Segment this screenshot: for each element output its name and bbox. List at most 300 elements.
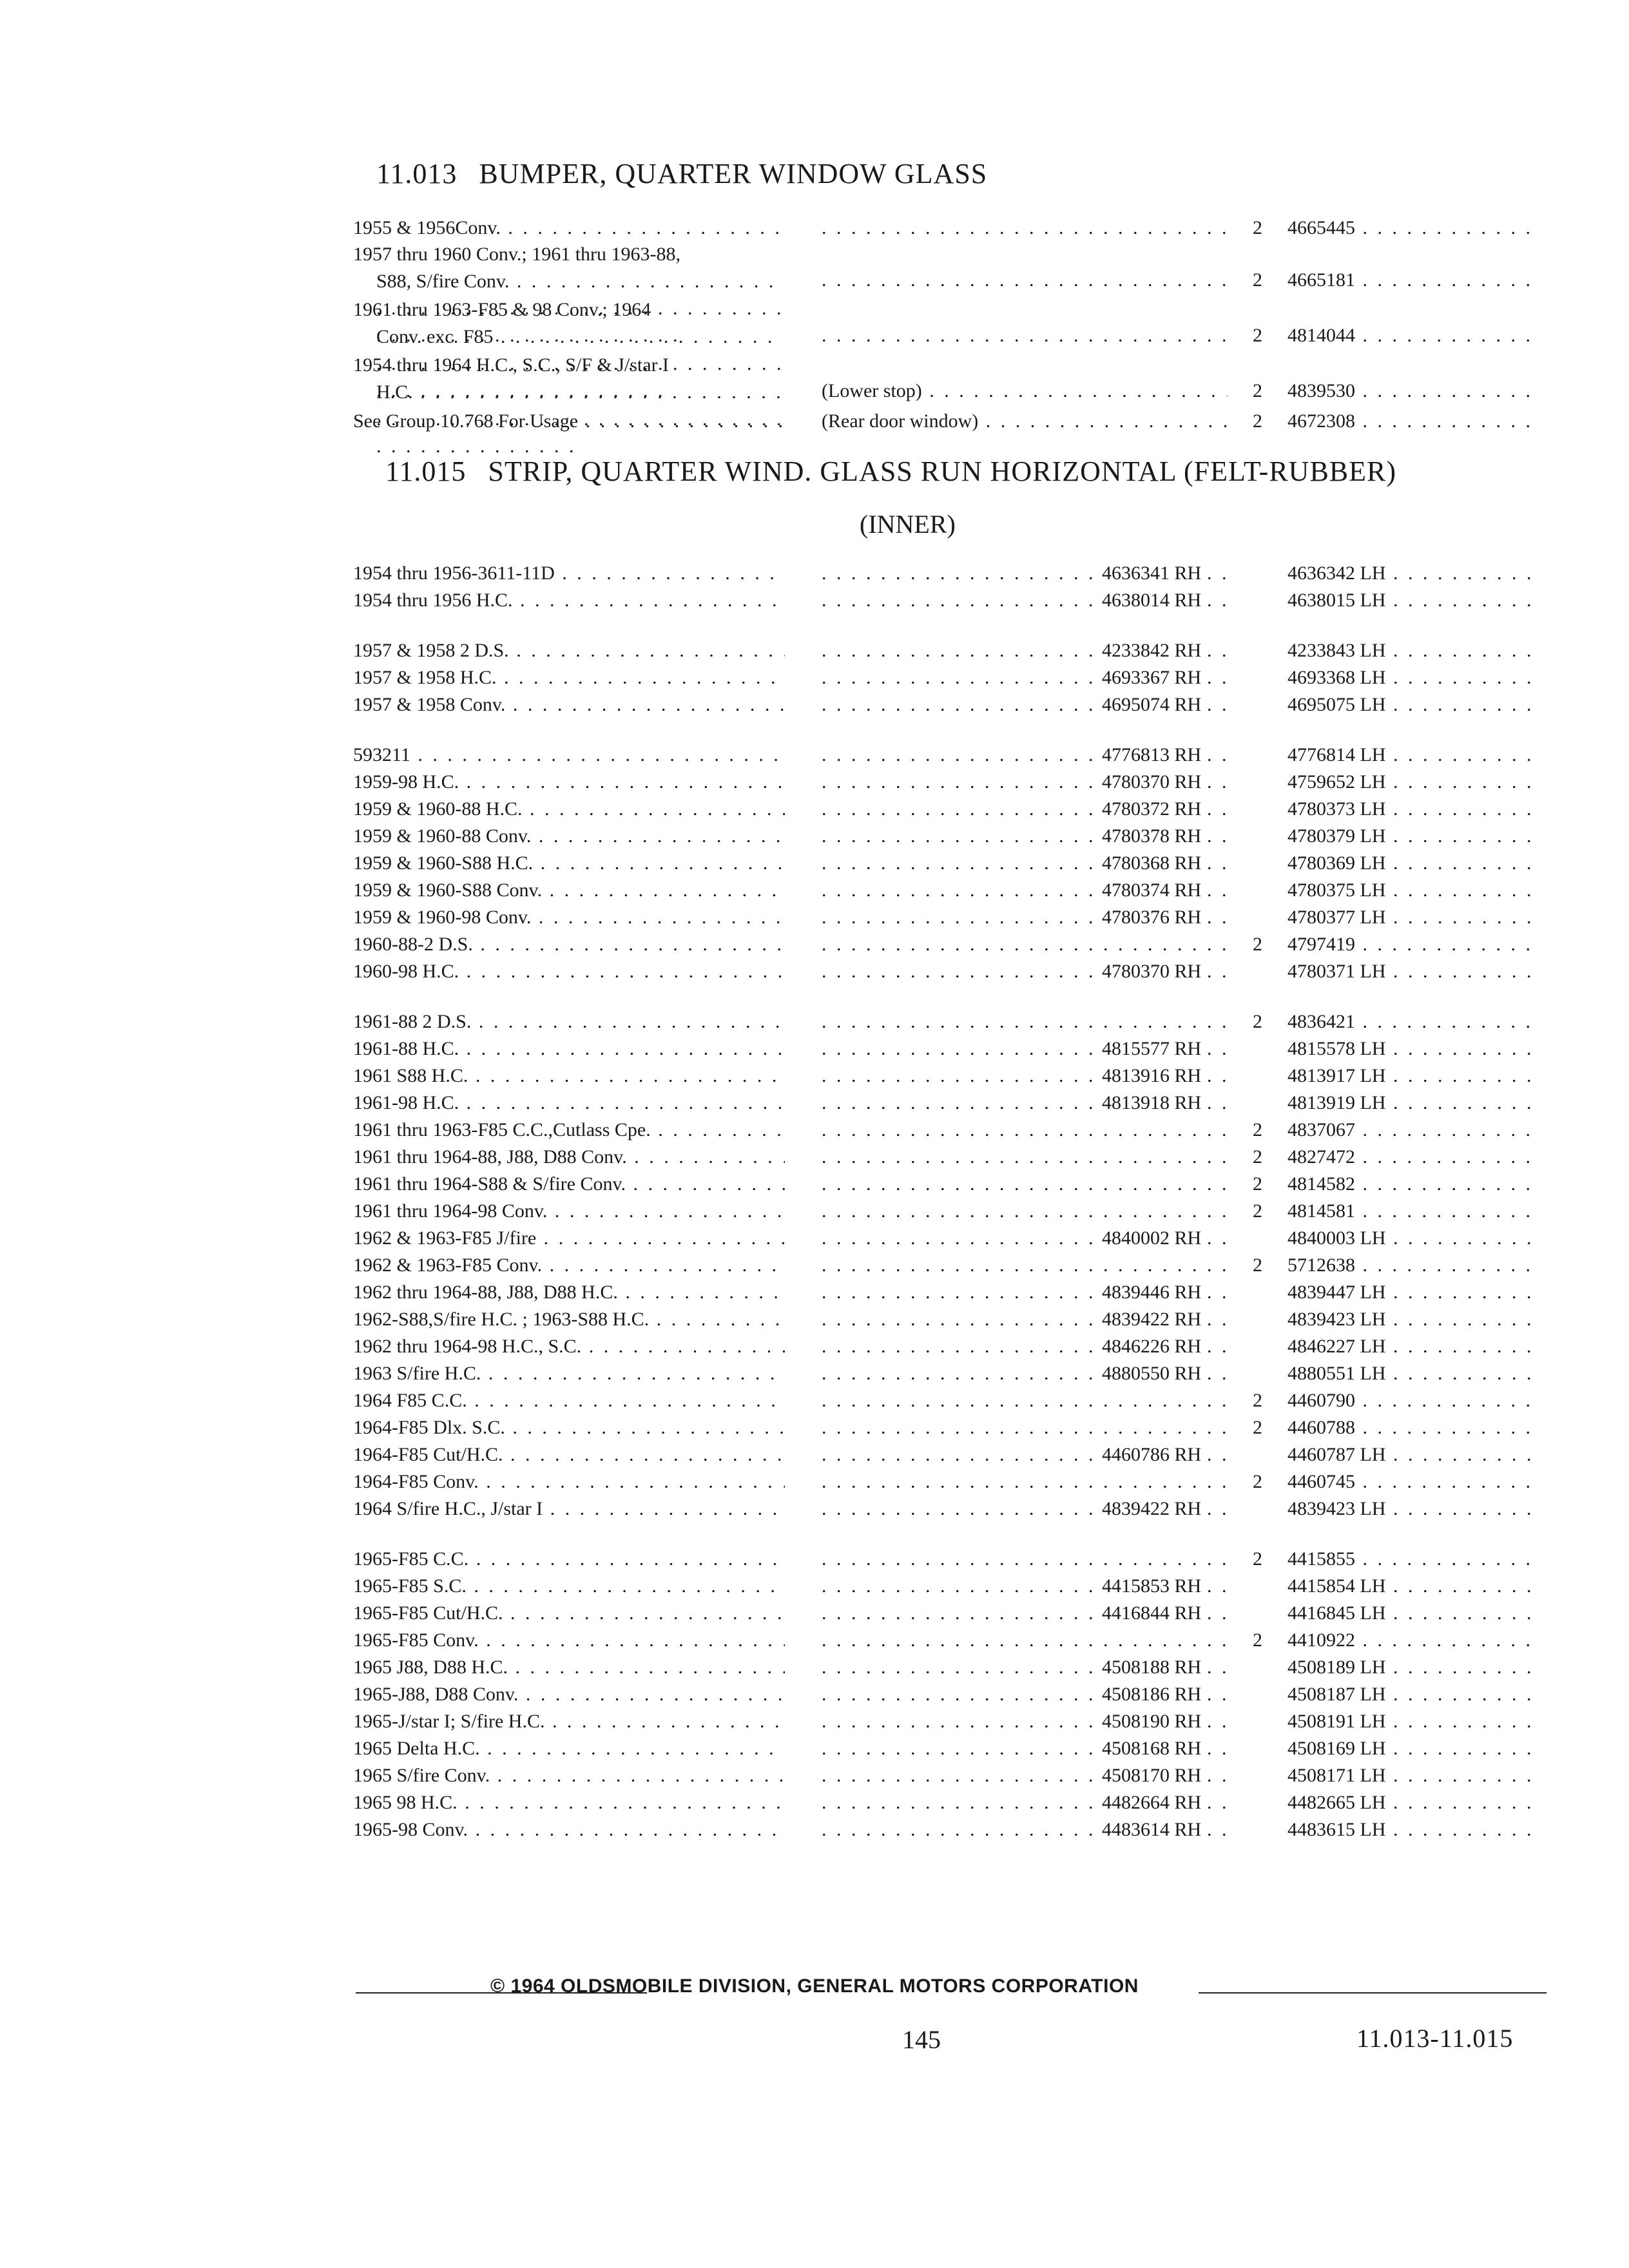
list-item [0,1089,1629,1117]
part-number: 4814044 . . . [1287,325,1539,346]
part-number: 4815578 LH . . . [1287,1038,1539,1059]
list-item [0,352,1629,407]
application-text: 1964 F85 C.C. . . . [353,1390,785,1411]
part-number: 4638015 LH . . . [1287,590,1539,611]
application-cell [353,1495,785,1523]
part-number: 4759652 LH . . . [1287,771,1539,793]
rh-part-number: 4780378 RH [1102,825,1205,847]
quantity: 2 [1253,1011,1262,1032]
application-cell [353,1224,785,1253]
rh-part-number: 4416844 RH [1102,1602,1205,1624]
list-item [0,822,1629,850]
list-item [0,1735,1629,1763]
lh-cell [1287,407,1539,436]
list-item [0,1197,1629,1225]
lh-cell [1287,1545,1539,1573]
section-title-11-013 [376,157,987,190]
rh-part-number: 4813918 RH [1102,1092,1205,1113]
rh-cell [1102,1816,1244,1844]
rh-cell [1102,768,1244,796]
lh-cell [1287,1197,1539,1225]
note-cell [822,1626,1228,1655]
note-cell [822,378,1228,405]
part-number: 4827472 . . . [1287,1146,1539,1168]
part-number: 4508189 LH . . . [1287,1657,1539,1678]
application-cell [353,1089,785,1117]
application-cell [353,1414,785,1442]
note-text [822,1471,1228,1492]
note-cell [822,267,1228,294]
lh-cell [1287,1762,1539,1790]
lh-cell [1287,1089,1539,1117]
part-number: 4483615 LH . . . [1287,1819,1539,1840]
part-number: 4415854 LH . . . [1287,1575,1539,1597]
lh-cell [1287,903,1539,932]
rh-cell [1102,1707,1244,1736]
rh-part-number: 4636341 RH [1102,562,1205,584]
application-text: 1964-F85 Cut/H.C. . . . [353,1444,785,1465]
application-text: 1959 & 1960-88 H.C. . . . [353,798,785,820]
note-cell [822,1251,1228,1280]
application-cell [353,1035,785,1063]
application-text: 1961 thru 1964-98 Conv. . . . [353,1200,785,1222]
quantity: 2 [1253,1471,1262,1492]
note-text: (Rear door window) . . . [822,410,1228,432]
application-cell [353,586,785,615]
application-cell [353,1170,785,1198]
lh-cell [1287,1035,1539,1063]
lh-cell [1287,1789,1539,1817]
application-text: 1954 thru 1956-3611-11D . . . [353,562,785,584]
application-cell [353,903,785,932]
part-number: 4780371 LH . . . [1287,961,1539,982]
section-heading: BUMPER, QUARTER WINDOW GLASS [479,158,988,189]
lh-cell [1287,267,1539,294]
lh-cell [1287,1441,1539,1469]
application-text: 1961-88 H.C. . . . [353,1038,785,1059]
lh-cell [1287,930,1539,959]
application-cell [353,1572,785,1600]
rh-part-number: 4839422 RH [1102,1498,1205,1519]
application-cell [353,930,785,959]
quantity: 2 [1253,1200,1262,1222]
rh-part-number: 4780368 RH [1102,852,1205,874]
note-cell [822,1170,1228,1198]
application-text: 1963 S/fire H.C. . . . [353,1363,785,1384]
list-item [0,664,1629,692]
rh-cell [1102,876,1244,905]
part-number: 4780379 LH . . . [1287,825,1539,847]
rh-part-number: 4780370 RH [1102,961,1205,982]
part-number: 4665445 . . . [1287,217,1539,238]
application-text: 1955 & 1956Conv. . . . [353,217,785,238]
rh-part-number: 4508190 RH [1102,1711,1205,1732]
application-cell [353,1305,785,1334]
note-text [822,1200,1228,1222]
application-text: 1962 thru 1964-98 H.C., S.C. . . . [353,1336,785,1357]
application-text: 1965-F85 Cut/H.C. . . . [353,1602,785,1624]
list-item [0,795,1629,823]
application-text: 1961-88 2 D.S. . . . [353,1011,785,1032]
lh-cell [1287,1735,1539,1763]
note-text: (Lower stop) . . . [822,380,1228,401]
list-item [0,957,1629,986]
quantity: 2 [1253,1629,1262,1651]
application-text: 1957 & 1958 Conv. . . . [353,694,785,715]
part-number: 4839423 LH . . . [1287,1498,1539,1519]
lh-cell [1287,1653,1539,1682]
part-number: 5712638 . . . [1287,1254,1539,1276]
part-number: 4880551 LH . . . [1287,1363,1539,1384]
rh-part-number: 4880550 RH [1102,1363,1205,1384]
rh-cell [1102,559,1244,588]
application-cell [353,1599,785,1628]
rh-cell [1102,903,1244,932]
application-cell [353,1332,785,1361]
lh-cell [1287,586,1539,615]
application-cell [353,849,785,878]
note-cell [822,1468,1228,1496]
rh-cell [1102,957,1244,986]
list-item [0,1116,1629,1144]
rh-part-number: 4460786 RH [1102,1444,1205,1465]
quantity: 2 [1253,1390,1262,1411]
part-number: 4508171 LH . . . [1287,1765,1539,1786]
lh-cell [1287,957,1539,986]
application-text: See Group 10.768 For Usage . . . [353,410,785,432]
rh-part-number: 4780370 RH [1102,771,1205,793]
application-text: 1965-F85 Conv. . . . [353,1629,785,1651]
lh-cell [1287,849,1539,878]
lh-cell [1287,1360,1539,1388]
note-text [822,1254,1228,1276]
quantity: 2 [1253,269,1262,291]
lh-cell [1287,1224,1539,1253]
application-cell [353,1735,785,1763]
application-text: 1965-J88, D88 Conv. . . . [353,1684,785,1705]
quantity: 2 [1253,380,1262,401]
lh-cell [1287,691,1539,719]
lh-cell [1287,664,1539,692]
application-text: 1965 98 H.C. . . . [353,1792,785,1813]
application-text-continued: Conv. exc. F85 . . . [353,323,785,405]
lh-cell [1287,1599,1539,1628]
part-number: 4460788 . . . [1287,1417,1539,1438]
list-item [0,1332,1629,1361]
list-item [0,1545,1629,1573]
part-number: 4814581 . . . [1287,1200,1539,1222]
application-text: 593211 . . . [353,744,785,765]
application-text: 1961-98 H.C. . . . [353,1092,785,1113]
lh-cell [1287,1170,1539,1198]
application-text: 1957 & 1958 2 D.S. . . . [353,640,785,661]
part-number: 4780373 LH . . . [1287,798,1539,820]
application-cell [353,795,785,823]
note-cell [822,214,1228,242]
quantity: 2 [1253,1146,1262,1168]
section-number: 11.015 [385,456,467,487]
list-item [0,1170,1629,1198]
quantity: 2 [1253,1173,1262,1195]
application-text: 1960-88-2 D.S. . . . [353,934,785,955]
rh-part-number: 4776813 RH [1102,744,1205,765]
lh-cell [1287,1008,1539,1036]
lh-cell [1287,876,1539,905]
application-text: 1959-98 H.C. . . . [353,771,785,793]
lh-cell [1287,1305,1539,1334]
part-number: 4839447 LH . . . [1287,1282,1539,1303]
lh-cell [1287,741,1539,769]
application-text: 1961 thru 1964-S88 & S/fire Conv. . . . [353,1173,785,1195]
lh-cell [1287,378,1539,405]
part-number: 4776814 LH . . . [1287,744,1539,765]
part-number: 4482665 LH . . . [1287,1792,1539,1813]
part-number: 4837067 . . . [1287,1119,1539,1140]
rh-cell [1102,664,1244,692]
application-cell [353,1278,785,1307]
list-item [0,1143,1629,1171]
part-number: 4814582 . . . [1287,1173,1539,1195]
lh-cell [1287,1116,1539,1144]
application-cell [353,1626,785,1655]
list-item [0,1305,1629,1334]
application-cell [353,741,785,769]
lh-cell [1287,768,1539,796]
rh-part-number: 4815577 RH [1102,1038,1205,1059]
list-item [0,1626,1629,1655]
part-number: 4780377 LH . . . [1287,907,1539,928]
note-cell [822,1414,1228,1442]
application-cell [353,214,785,242]
lh-cell [1287,322,1539,349]
rh-cell [1102,1572,1244,1600]
note-cell [822,1545,1228,1573]
rh-cell [1102,849,1244,878]
rh-part-number: 4508188 RH [1102,1657,1205,1678]
part-number: 4636342 LH . . . [1287,562,1539,584]
lh-cell [1287,795,1539,823]
part-number: 4695075 LH . . . [1287,694,1539,715]
part-number: 4672308 . . . [1287,410,1539,432]
application-text: 1965-98 Conv. . . . [353,1819,785,1840]
application-text: 1965 S/fire Conv. . . . [353,1765,785,1786]
lh-cell [1287,1062,1539,1090]
note-cell [822,930,1228,959]
rh-part-number: 4233842 RH [1102,640,1205,661]
rh-cell [1102,1278,1244,1307]
note-text [822,325,1228,346]
list-item [0,1441,1629,1469]
part-number: 4840003 LH . . . [1287,1227,1539,1249]
list-item [0,876,1629,905]
part-number: 4839530 . . . [1287,380,1539,401]
rh-cell [1102,795,1244,823]
rh-cell [1102,1332,1244,1361]
note-text [822,269,1228,291]
application-text: 1959 & 1960-88 Conv. . . . [353,825,785,847]
application-text: 1957 thru 1960 Conv.; 1961 thru 1963-88, [353,244,681,265]
rh-part-number: 4780374 RH [1102,879,1205,901]
rh-cell [1102,822,1244,850]
rh-part-number: 4840002 RH [1102,1227,1205,1249]
part-number: 4846227 LH . . . [1287,1336,1539,1357]
lh-cell [1287,1387,1539,1415]
part-number: 4233843 LH . . . [1287,640,1539,661]
lh-cell [1287,1572,1539,1600]
application-text: 1959 & 1960-98 Conv. . . . [353,907,785,928]
application-text: 1964-F85 Conv. . . . [353,1471,785,1492]
application-text: 1961 thru 1963-F85 C.C.,Cutlass Cpe. . . . [353,1119,785,1140]
section-number: 11.013 [376,158,458,189]
part-number: 4780369 LH . . . [1287,852,1539,874]
note-text [822,1146,1228,1168]
application-text: 1961 thru 1963-F85 & 98 Conv.; 1964 [353,299,651,320]
application-text: 1964 S/fire H.C., J/star I . . . [353,1498,785,1519]
note-text [822,1119,1228,1140]
rh-cell [1102,1224,1244,1253]
part-number: 4813917 LH . . . [1287,1065,1539,1086]
application-cell [353,957,785,986]
application-cell [353,1707,785,1736]
application-cell [353,1143,785,1171]
application-cell [353,664,785,692]
part-number: 4839423 LH . . . [1287,1309,1539,1330]
rh-cell [1102,1735,1244,1763]
section-subtitle: (INNER) [860,510,956,539]
application-cell [353,407,785,436]
quantity: 2 [1253,1254,1262,1276]
list-item [0,1707,1629,1736]
list-item [0,1468,1629,1496]
application-cell [353,822,785,850]
application-cell [353,1789,785,1817]
application-cell [353,559,785,588]
application-cell [353,876,785,905]
part-number: 4508191 LH . . . [1287,1711,1539,1732]
quantity: 2 [1253,1119,1262,1140]
rh-cell [1102,1599,1244,1628]
lh-cell [1287,637,1539,665]
list-item [0,1789,1629,1817]
quantity: 2 [1253,325,1262,346]
lh-cell [1287,1626,1539,1655]
rh-part-number: 4693367 RH [1102,667,1205,688]
note-text [822,1548,1228,1570]
rh-cell [1102,1653,1244,1682]
application-cell [353,1653,785,1682]
note-cell [822,1197,1228,1225]
part-number: 4415855 . . . [1287,1548,1539,1570]
list-item [0,1414,1629,1442]
rh-cell [1102,1305,1244,1334]
rh-cell [1102,691,1244,719]
part-number: 4508169 LH . . . [1287,1738,1539,1759]
application-text: 1960-98 H.C. . . . [353,961,785,982]
quantity: 2 [1253,410,1262,432]
list-item [0,1224,1629,1253]
rh-part-number: 4813916 RH [1102,1065,1205,1086]
application-text-continued: H.C. . . . [353,379,785,460]
application-text: 1962-S88,S/fire H.C. ; 1963-S88 H.C. . . . [353,1309,785,1330]
application-cell [353,1360,785,1388]
application-text: 1957 & 1958 H.C. . . . [353,667,785,688]
application-cell [353,1762,785,1790]
application-text: 1961 thru 1964-88, J88, D88 Conv. . . . [353,1146,785,1168]
lh-cell [1287,1468,1539,1496]
list-item [0,1599,1629,1628]
rh-part-number: 4415853 RH [1102,1575,1205,1597]
list-item [0,1360,1629,1388]
application-text: 1965 J88, D88 H.C. . . . [353,1657,785,1678]
lh-cell [1287,1332,1539,1361]
application-text: 1962 thru 1964-88, J88, D88 H.C. . . . [353,1282,785,1303]
part-number: 4813919 LH . . . [1287,1092,1539,1113]
part-number: 4416845 LH . . . [1287,1602,1539,1624]
application-cell [353,1816,785,1844]
rh-cell [1102,1062,1244,1090]
application-cell [353,1468,785,1496]
application-text: 1965-F85 C.C. . . . [353,1548,785,1570]
list-item [0,1762,1629,1790]
list-item [0,214,1629,242]
list-item [0,741,1629,769]
note-cell [822,1387,1228,1415]
rh-cell [1102,637,1244,665]
page-number: 145 [902,2025,941,2054]
rh-part-number: 4780372 RH [1102,798,1205,820]
part-number: 4460787 LH . . . [1287,1444,1539,1465]
list-item [0,1035,1629,1063]
quantity: 2 [1253,1548,1262,1570]
rh-part-number: 4482664 RH [1102,1792,1205,1813]
application-cell [353,352,785,460]
rh-cell [1102,1680,1244,1709]
quantity: 2 [1253,1417,1262,1438]
list-item [0,1495,1629,1523]
list-item [0,1278,1629,1307]
application-cell [353,1387,785,1415]
lh-cell [1287,1414,1539,1442]
rh-part-number: 4508186 RH [1102,1684,1205,1705]
application-cell [353,1545,785,1573]
rh-part-number: 4839446 RH [1102,1282,1205,1303]
lh-cell [1287,1143,1539,1171]
note-cell [822,1008,1228,1036]
application-cell [353,768,785,796]
list-item [0,1008,1629,1036]
application-text: 1962 & 1963-F85 Conv. . . . [353,1254,785,1276]
rh-part-number: 4508168 RH [1102,1738,1205,1759]
application-text: 1959 & 1960-S88 Conv. . . . [353,879,785,901]
part-number: 4797419 . . . [1287,934,1539,955]
list-item [0,768,1629,796]
note-text [822,934,1228,955]
note-text [822,1629,1228,1651]
part-number: 4836421 . . . [1287,1011,1539,1032]
part-number: 4460790 . . . [1287,1390,1539,1411]
application-cell [353,1680,785,1709]
list-item [0,1572,1629,1600]
list-item [0,241,1629,296]
lh-cell [1287,822,1539,850]
application-cell [353,1251,785,1280]
part-number: 4460745 . . . [1287,1471,1539,1492]
list-item [0,1251,1629,1280]
list-item [0,1062,1629,1090]
note-cell [822,1143,1228,1171]
list-item [0,407,1629,436]
application-text: 1961 S88 H.C. . . . [353,1065,785,1086]
